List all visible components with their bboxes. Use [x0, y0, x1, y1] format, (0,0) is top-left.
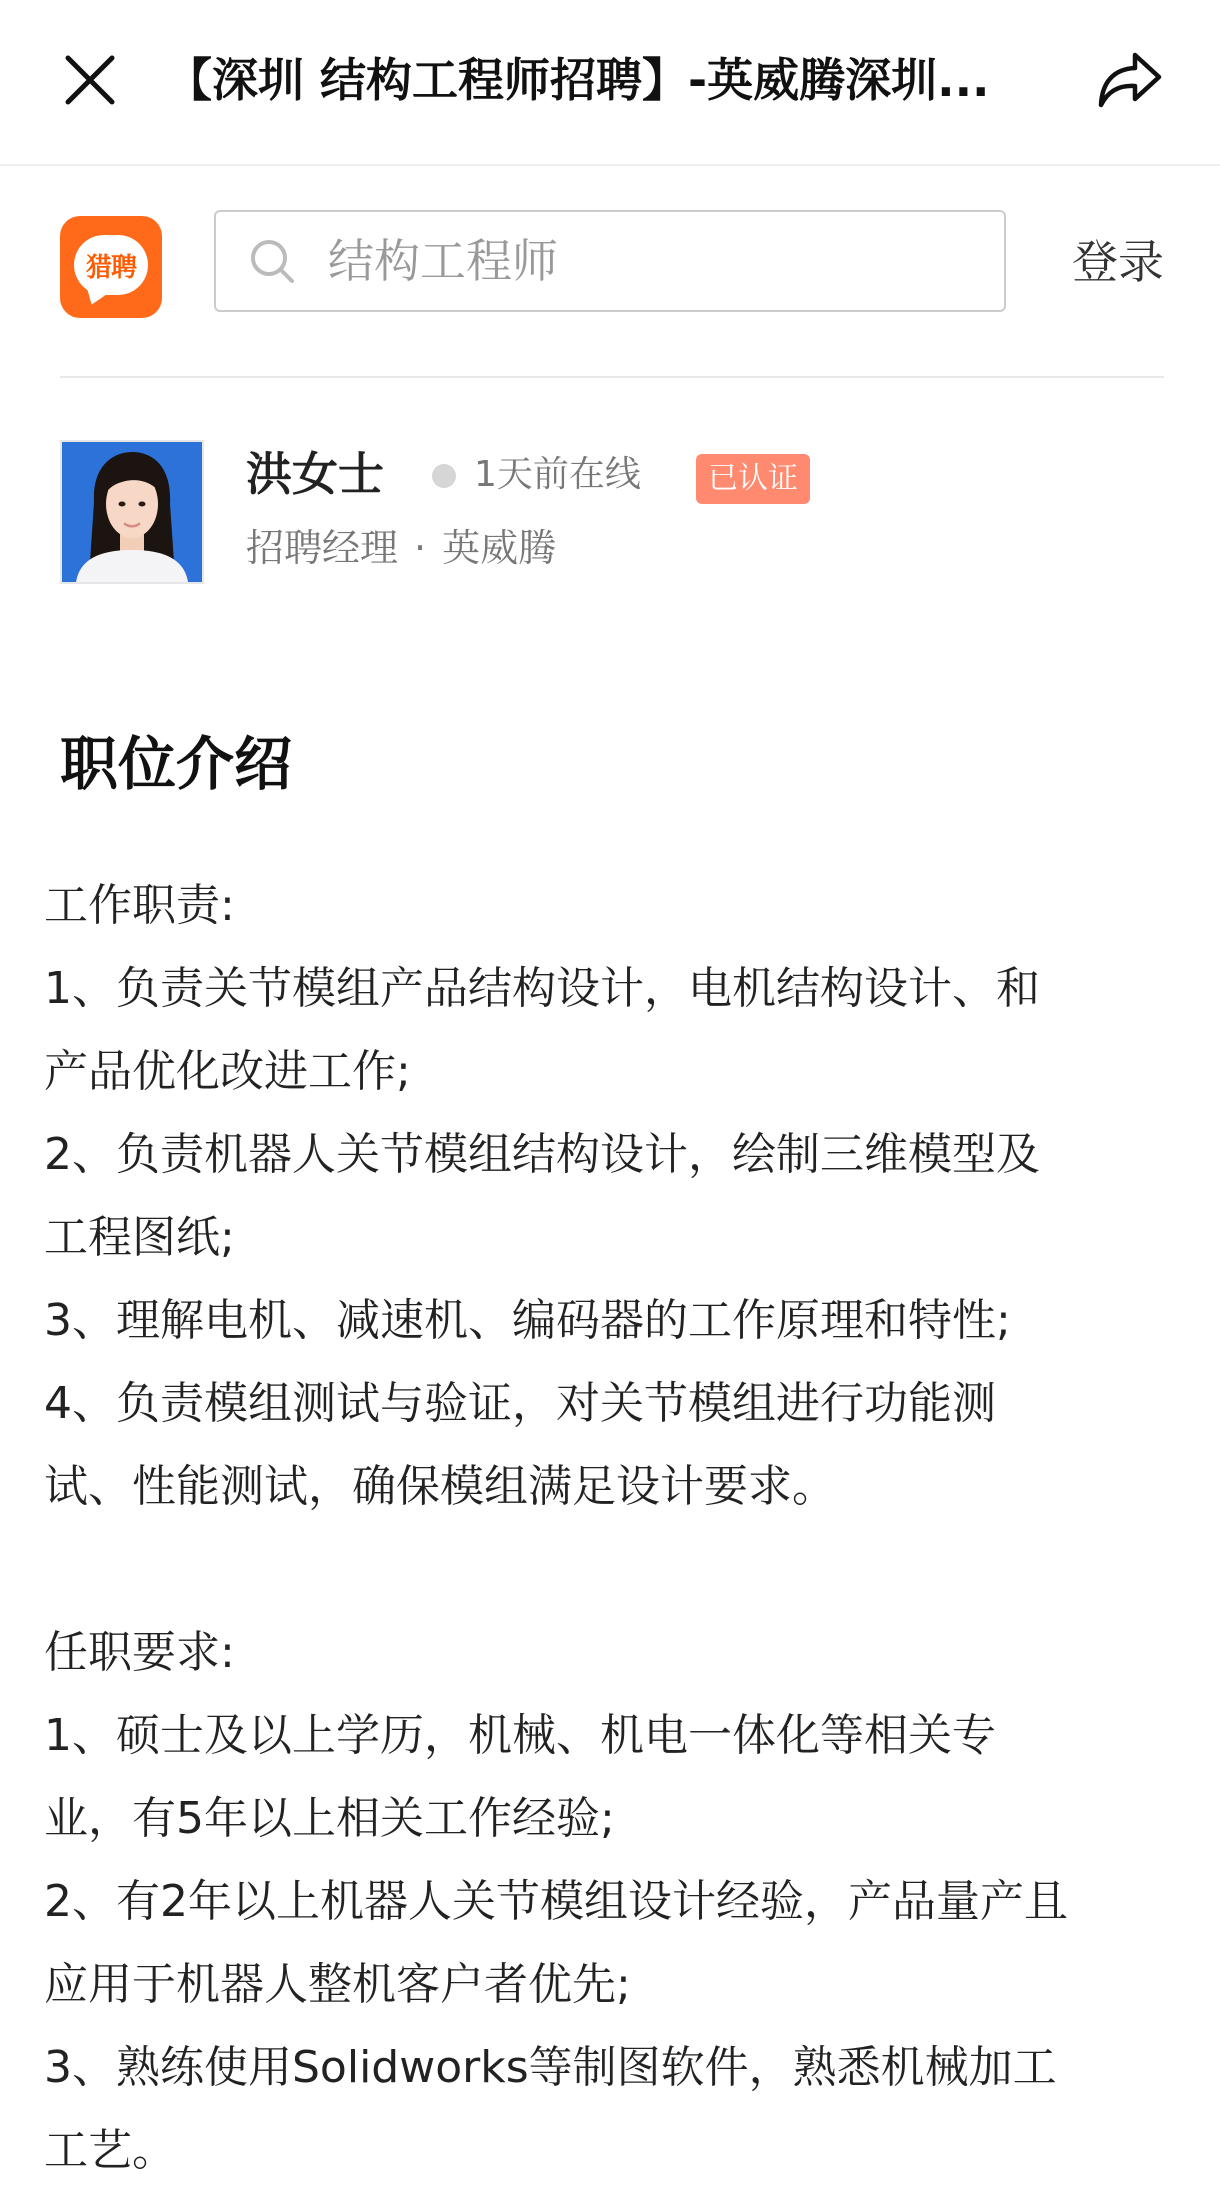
- liepin-logo[interactable]: [60, 216, 162, 318]
- job-desc-line: 4、负责模组测试与验证，对关节模组进行功能测: [44, 1378, 996, 1429]
- job-desc-line: 产品优化改进工作;: [44, 1046, 411, 1097]
- job-desc-line: 任职要求:: [44, 1627, 235, 1678]
- header-divider: [60, 376, 1164, 378]
- login-link[interactable]: 登录: [1072, 235, 1164, 289]
- close-button[interactable]: [54, 44, 126, 116]
- job-desc-line: 工艺。: [44, 2125, 176, 2176]
- share-button[interactable]: [1092, 42, 1168, 118]
- job-desc-line: 2、负责机器人关节模组结构设计，绘制三维模型及: [44, 1129, 1040, 1180]
- page-title: 【深圳 结构工程师招聘】-英威腾深圳...: [166, 53, 990, 107]
- job-desc-line: 1、负责关节模组产品结构设计，电机结构设计、和: [44, 963, 1040, 1014]
- job-desc-line: 2、有2年以上机器人关节模组设计经验，产品量产且: [44, 1876, 1068, 1927]
- job-desc-line: 试、性能测试，确保模组满足设计要求。: [44, 1461, 836, 1512]
- section-title-job-intro: 职位介绍: [60, 730, 293, 798]
- job-desc-line: 工作职责:: [44, 880, 235, 931]
- site-header: [0, 166, 1220, 378]
- share-icon: [1095, 49, 1165, 111]
- online-status: 1天前在线: [474, 454, 641, 495]
- logo-bubble: [74, 235, 148, 295]
- job-desc-line: 工程图纸;: [44, 1212, 235, 1263]
- search-icon: [248, 237, 296, 285]
- verified-badge: 已认证: [696, 454, 810, 504]
- job-desc-line: 应用于机器人整机客户者优先;: [44, 1959, 631, 2010]
- search-input[interactable]: [328, 221, 968, 301]
- logo-text: 猎聘: [85, 252, 136, 283]
- recruiter-role: 招聘经理: [246, 526, 399, 570]
- job-desc-line: 业，有5年以上相关工作经验;: [44, 1793, 615, 1844]
- recruiter-name: 洪女士: [246, 447, 384, 501]
- recruiter-company[interactable]: 英威腾: [442, 526, 557, 570]
- job-desc-line: 1、硕士及以上学历，机械、机电一体化等相关专: [44, 1710, 996, 1761]
- recruiter-card[interactable]: [60, 440, 1164, 586]
- job-description: [44, 864, 1184, 2192]
- avatar[interactable]: [60, 440, 204, 584]
- job-desc-line: 3、熟练使用Solidworks等制图软件，熟悉机械加工: [44, 2042, 1057, 2093]
- top-bar: [0, 0, 1220, 166]
- job-desc-blank-line: [44, 1528, 1184, 1611]
- close-icon: [62, 52, 118, 108]
- search-box[interactable]: [214, 210, 1006, 312]
- meta-separator: ·: [414, 526, 427, 570]
- online-status-dot: [432, 464, 456, 488]
- job-desc-line: 3、理解电机、减速机、编码器的工作原理和特性;: [44, 1295, 1011, 1346]
- recruiter-meta: [246, 520, 556, 576]
